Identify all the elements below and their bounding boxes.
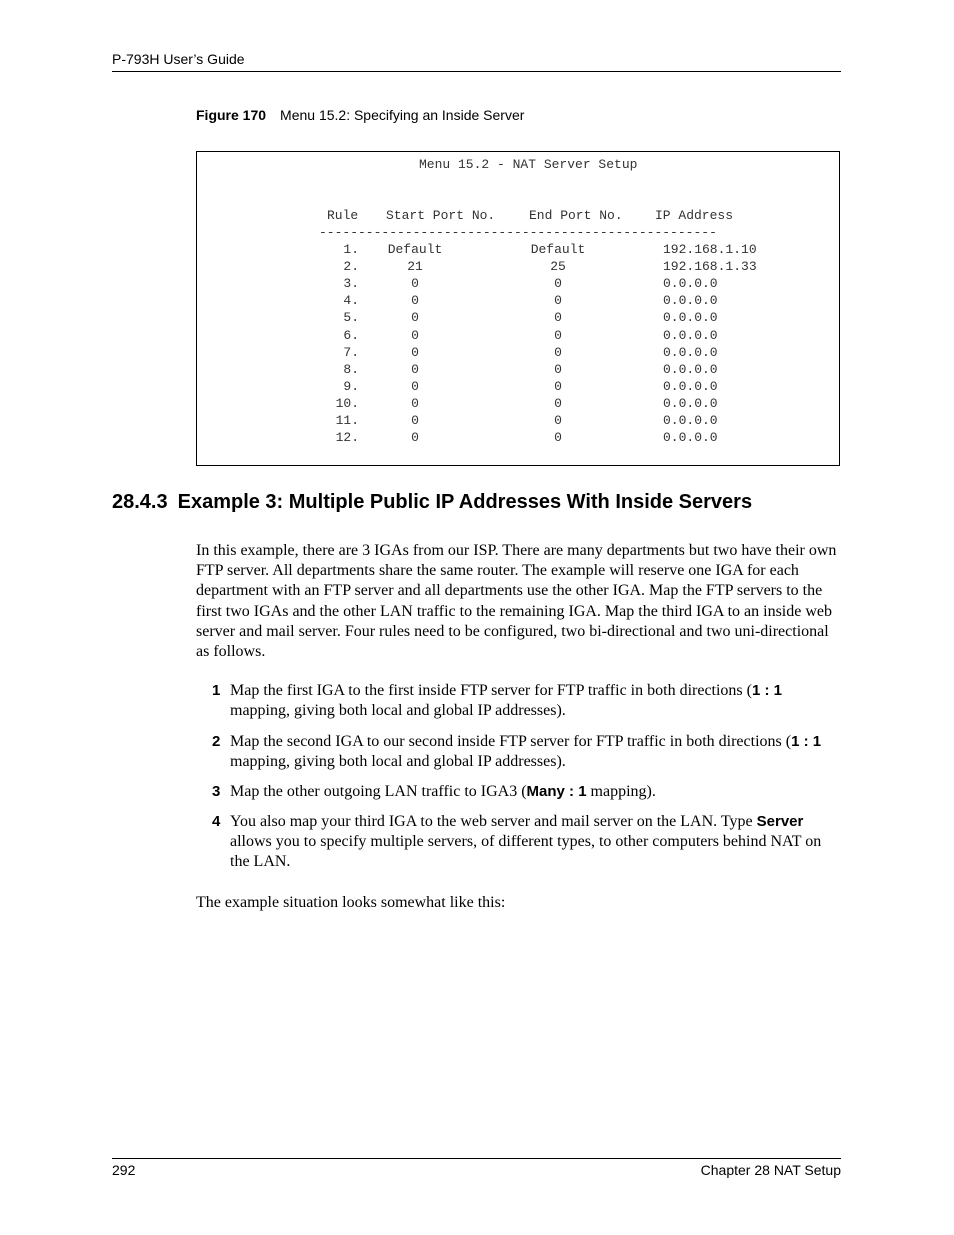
rule-number: 7. (343, 344, 359, 360)
rule-number: 3. (343, 276, 359, 292)
rule-number: 4. (343, 293, 359, 309)
col-end-header: End Port No. (529, 208, 623, 223)
end-port: 0 (554, 344, 562, 360)
section-number: 28.4.3 (112, 491, 168, 513)
end-port: 0 (554, 327, 562, 343)
footer-rule (112, 1158, 841, 1159)
end-port: 0 (554, 310, 562, 326)
section-heading (112, 491, 752, 514)
ip-address: 192.168.1.10 (663, 242, 757, 257)
running-header: P-793H User’s Guide (112, 51, 245, 67)
step-number: 1 (212, 682, 221, 699)
terminal-text (197, 152, 757, 446)
start-port: 0 (411, 344, 419, 360)
col-start-header: Start Port No. (386, 208, 496, 223)
rule-number: 6. (343, 327, 359, 343)
figure-caption (196, 107, 524, 123)
end-port: 0 (554, 361, 562, 377)
terminal-screen (196, 151, 840, 466)
intro-paragraph: In this example, there are 3 IGAs from our ISP. There are many departments but two have their own FTP server. All departments share the same router. The example will reserve one IGA for each department with an FTP server and all departments use the other IGA. Map the FTP servers to the first two IGAs and the other LAN traffic to the remaining IGA. Map the third IGA to an inside web server and mail server. Four rules need to be configured, two bi-directional and two uni-directional as follows. (196, 542, 837, 661)
ip-address: 0.0.0.0 (663, 361, 718, 377)
start-port: 0 (411, 276, 419, 292)
screen-separator: --------------------------------------------------- (319, 225, 717, 240)
step-text: Map the first IGA to the first inside FTP server for FTP traffic in both directions (1 : 1 mapping, giving both local and global IP addresses). (230, 682, 782, 720)
rule-number: 2. (343, 259, 359, 275)
end-port: 0 (554, 395, 562, 411)
rule-number: 1. (343, 242, 359, 257)
ip-address: 0.0.0.0 (663, 327, 718, 343)
ip-address: 0.0.0.0 (663, 276, 718, 292)
step-text: You also map your third IGA to the web server and mail server on the LAN. Type Server allows you to specify multiple servers, of different types, to other computers behind NAT on the LAN. (230, 813, 822, 871)
ip-address: 0.0.0.0 (663, 395, 718, 411)
start-port: 0 (411, 378, 419, 394)
end-port: 0 (554, 378, 562, 394)
end-port: Default (530, 242, 586, 257)
rule-number: 5. (343, 310, 359, 326)
page-number: 292 (112, 1162, 136, 1178)
start-port: 0 (411, 361, 419, 377)
ip-address: 0.0.0.0 (663, 293, 718, 309)
figure-caption-text: Menu 15.2: Specifying an Inside Server (280, 107, 525, 123)
header-rule (112, 71, 841, 72)
start-port: 21 (407, 259, 423, 275)
ip-address: 0.0.0.0 (663, 344, 718, 360)
rule-number: 10. (335, 395, 359, 411)
rule-number: 8. (343, 361, 359, 377)
step-text: Map the second IGA to our second inside FTP server for FTP traffic in both directions (1 : 1 mapping, giving both local and global IP addresses). (230, 733, 822, 771)
section-title: Example 3: Multiple Public IP Addresses With Inside Servers (177, 491, 753, 513)
end-port: 0 (554, 293, 562, 309)
start-port: 0 (411, 430, 419, 446)
start-port: 0 (411, 293, 419, 309)
rule-number: 11. (335, 413, 359, 428)
end-port: 0 (554, 276, 562, 292)
figure-label: Figure 170 (196, 107, 267, 123)
step-number: 4 (212, 813, 221, 830)
start-port: 0 (411, 395, 419, 411)
end-port: 25 (550, 259, 566, 275)
step-number: 3 (212, 783, 221, 800)
closing-paragraph: The example situation looks somewhat like this: (196, 894, 506, 911)
ip-address: 0.0.0.0 (663, 378, 718, 394)
start-port: 0 (411, 413, 419, 428)
ip-address: 192.168.1.33 (663, 259, 757, 275)
ip-address: 0.0.0.0 (663, 430, 718, 446)
end-port: 0 (554, 430, 562, 446)
end-port: 0 (554, 413, 562, 428)
start-port: 0 (411, 327, 419, 343)
step-text: Map the other outgoing LAN traffic to IGA3 (Many : 1 mapping). (230, 783, 656, 800)
rule-number: 12. (335, 430, 359, 446)
screen-title: Menu 15.2 - NAT Server Setup (419, 157, 638, 172)
col-rule-header: Rule (327, 208, 359, 223)
ip-address: 0.0.0.0 (663, 413, 718, 428)
start-port: Default (387, 242, 443, 257)
step-number: 2 (212, 733, 221, 750)
ip-address: 0.0.0.0 (663, 310, 718, 326)
start-port: 0 (411, 310, 419, 326)
col-ip-header: IP Address (655, 208, 734, 223)
chapter-title: Chapter 28 NAT Setup (700, 1162, 841, 1178)
rule-number: 9. (343, 378, 359, 394)
